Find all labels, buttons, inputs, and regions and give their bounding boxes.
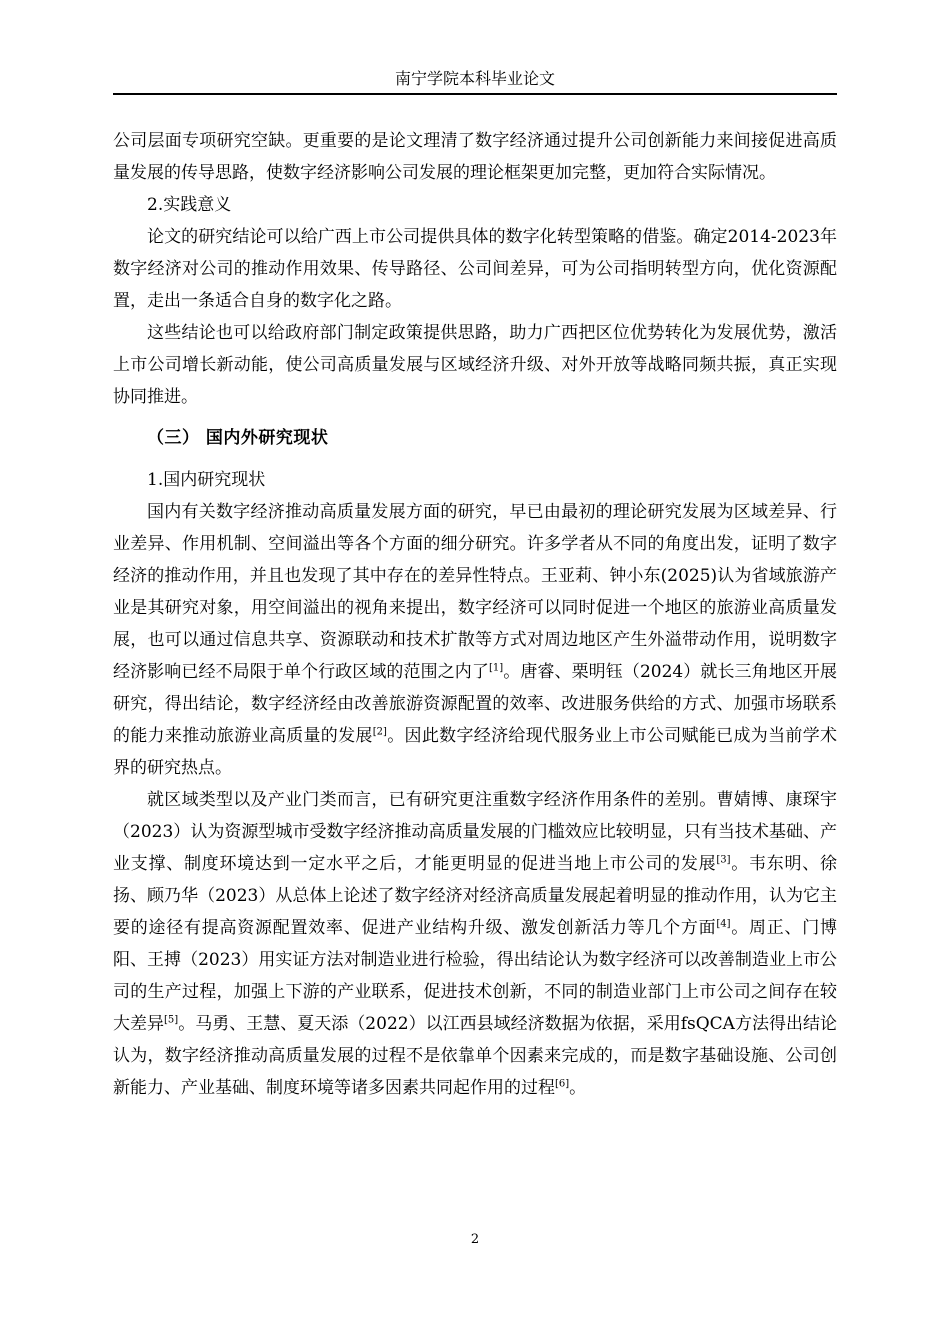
- citation-6: [6]: [555, 1078, 570, 1090]
- section-heading-research-status: （三） 国内外研究现状: [147, 428, 329, 448]
- page-header: 南宁学院本科毕业论文: [394, 69, 555, 88]
- paragraph-practical-2: 这些结论也可以给政府部门制定政策提供思路，助力广西把区位优势转化为发展优势，激活上市公司增长新动能，使公司高质量发展与区域经济升级、对外开放等战略同频共振，真正实现协同推进。: [113, 323, 837, 407]
- paragraph-domestic-1: [113, 496, 837, 784]
- text-run: 。唐睿、栗明钰（2024）就长三角地区开展研究，得出结论，数字经济经由改善旅游资源配置的效率、改进服务供给的方式、加强市场联系的能力来推动旅游业高质量的发展: [113, 662, 838, 746]
- citation-4: [4]: [716, 918, 731, 930]
- text-run: 。因此数字经济给现代服务业上市公司赋能已成为当前学术界的研究热点。: [113, 726, 838, 778]
- paragraph-practical-1: 论文的研究结论可以给广西上市公司提供具体的数字化转型策略的借鉴。确定2014-2023年数字经济对公司的推动作用效果、传导路径、公司间差异，可为公司指明转型方向，优化资源配置，走出一条适合自身的数字化之路。: [113, 227, 837, 311]
- citation-3: [3]: [716, 854, 731, 866]
- citation-5: [5]: [164, 1014, 179, 1026]
- text-run: 。周正、门博阳、王搏（2023）用实证方法对制造业进行检验，得出结论认为数字经济可以改善制造业上市公司的生产过程，加强上下游的产业联系，促进技术创新，不同的制造业部门上市公司之间存在较大差异: [113, 918, 838, 1034]
- page-body: [113, 125, 837, 1104]
- text-run: 。韦东明、徐扬、顾乃华（2023）从总体上论述了数字经济对经济高质量发展起着明显的推动作用，认为它主要的途径有提高资源配置效率、促进产业结构升级、激发创新活力等几个方面: [113, 854, 838, 938]
- paragraph-continuation: 公司层面专项研究空缺。更重要的是论文理清了数字经济通过提升公司创新能力来间接促进高质量发展的传导思路，使数字经济影响公司发展的理论框架更加完整，更加符合实际情况。: [113, 131, 837, 183]
- text-run: 国内有关数字经济推动高质量发展方面的研究，早已由最初的理论研究发展为区域差异、行业差异、作用机制、空间溢出等各个方面的细分研究。许多学者从不同的角度出发，证明了数字经济的推动作用，并且也发现了其中存在的差异性特点。王亚莉、钟小东(2025)认为省域旅游产业是其研究对象，用空间溢出的视角来提出，数字经济可以同时促进一个地区的旅游业高质量发展，也可以通过信息共享、资源联动和技术扩散等方式对周边地区产生外溢带动作用，说明数字经济影响已经不局限于单个行政区域的范围之内了: [113, 502, 837, 682]
- text-run: 。马勇、王慧、夏天添（2022）以江西县域经济数据为依据，采用fsQCA方法得出结论认为，数字经济推动高质量发展的过程不是依靠单个因素来完成的，而是数字基础设施、公司创新能力、产业基础、制度环境等诸多因素共同起作用的过程: [113, 1014, 838, 1098]
- citation-2: [2]: [372, 726, 387, 738]
- text-run: 。: [569, 1078, 587, 1098]
- header-rule: [113, 93, 837, 95]
- text-run: 就区域类型以及产业门类而言，已有研究更注重数字经济作用条件的差别。曹婧博、康琛宇（2023）认为资源型城市受数字经济推动高质量发展的门槛效应比较明显，只有当技术基础、产业支撑、制度环境达到一定水平之后，才能更明显的促进当地上市公司的发展: [113, 790, 837, 874]
- subheading-practical-significance: 2.实践意义: [147, 195, 232, 215]
- paragraph-domestic-2: [113, 784, 837, 1104]
- page-number: 2: [470, 1232, 480, 1247]
- citation-1: [1]: [488, 662, 504, 674]
- subheading-domestic-research: 1.国内研究现状: [147, 470, 266, 490]
